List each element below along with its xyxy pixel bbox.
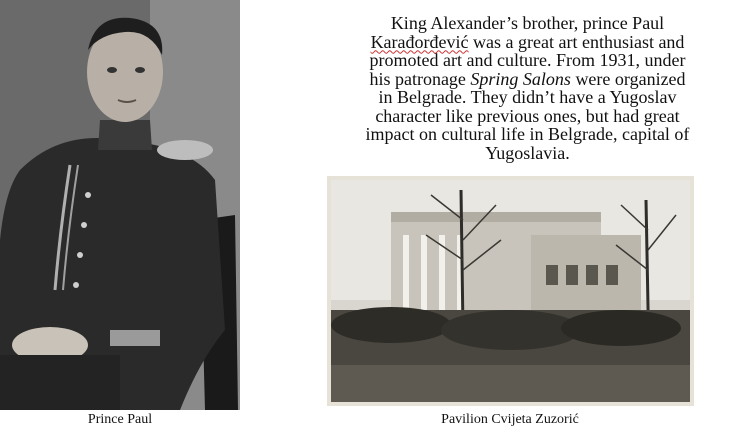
description-text <box>335 14 720 162</box>
pavilion-photo <box>327 176 694 406</box>
text-line: impact on cultural life in Belgrade, capital of <box>365 124 690 144</box>
text-line: were organized <box>570 68 686 89</box>
name-karadjordjevic: Karađorđević <box>370 31 469 52</box>
text-line: character like previous ones, but had great <box>375 105 680 126</box>
caption-pavilion: Pavilion Cvijeta Zuzorić <box>441 412 579 427</box>
text-line: Yugoslavia. <box>485 142 570 163</box>
text-line: King Alexander’s brother, prince Paul <box>390 13 665 33</box>
text-line: was a great art enthusiast and <box>468 31 685 52</box>
caption-prince-paul: Prince Paul <box>87 412 153 427</box>
spring-salons-italic: Spring Salons <box>470 68 571 89</box>
text-line: promoted art and culture. From 1931, under <box>369 50 686 70</box>
prince-paul-portrait <box>0 0 240 410</box>
text-line: his patronage <box>369 68 471 89</box>
text-line: in Belgrade. They didn’t have a Yugoslav <box>378 87 677 107</box>
